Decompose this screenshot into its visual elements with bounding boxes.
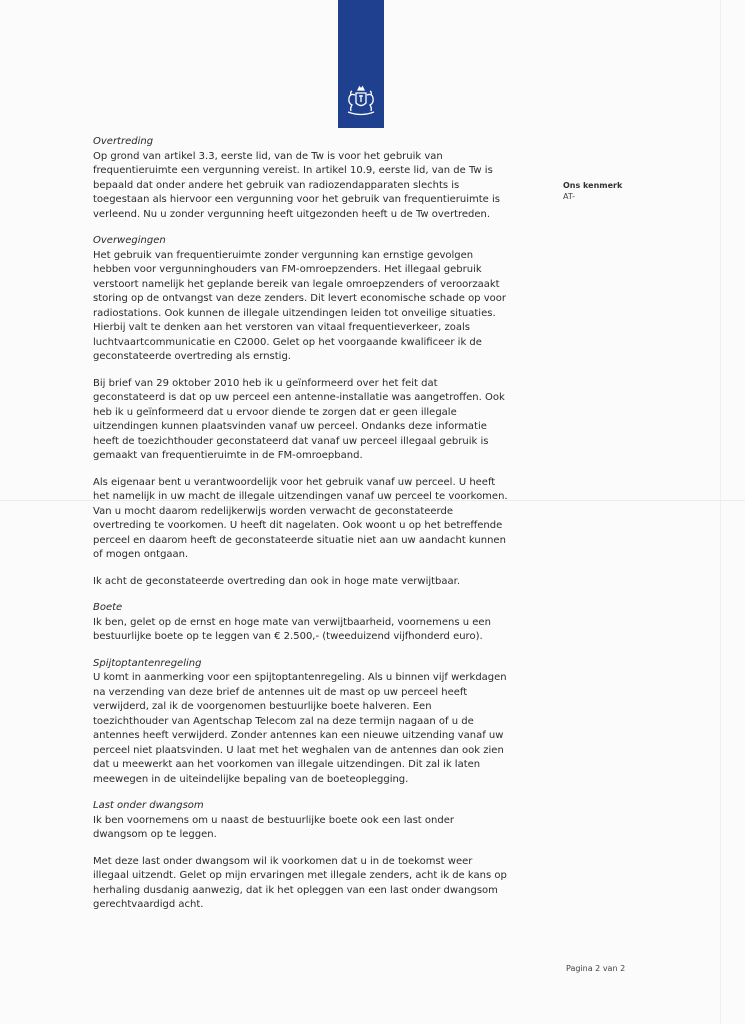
text-line: Met deze last onder dwangsom wil ik voorkomen dat u in de toekomst weer [93,855,473,867]
page-number: Pagina 2 van 2 [566,964,626,973]
text-line: perceel niet plaatsvinden. U laat met het weghalen van de antennes dan ook zien [93,744,504,756]
paragraph-dwangsom [93,855,553,913]
section-overtreding [93,135,553,222]
section-heading: Last onder dwangsom [93,800,204,811]
section-heading: Spijtoptantenregeling [93,657,202,669]
section-heading: Boete [93,602,123,613]
text-line: heeft de toezichthouder geconstateerd dat vanaf uw perceel illegaal gebruik is [93,435,489,447]
text-line: Ik ben, gelet op de ernst en hoge mate van verwijtbaarheid, voornemens u een [93,616,491,628]
text-line: heb ik u geïnformeerd dat u ervoor diende te zorgen dat er geen illegale [93,406,457,418]
text-line: Op grond van artikel 3.3, eerste lid, van de Tw is voor het gebruik van [93,150,443,162]
text-line: Ik ben voornemens om u naast de bestuurlijke boete ook een last onder [93,814,454,826]
text-line: gerechtvaardigd acht. [93,899,204,910]
text-line: storing op de ontvangst van deze zenders. Dit levert economische schade op voor [93,293,506,304]
text-line: bestuurlijke boete op te leggen van € 2.500,- (tweeduizend vijfhonderd euro). [93,631,483,642]
section-last-onder-dwangsom [93,799,553,843]
text-line: bepaald dat onder andere het gebruik van radiozendapparaten slechts is [93,179,460,191]
section-spijtoptantenregeling [93,657,553,788]
text-line: of mogen ontgaan. [93,549,189,560]
paper-edge-line [720,0,721,1024]
paragraph-verwijtbaar [93,575,553,590]
text-line: dwangsom op te leggen. [93,829,217,840]
text-line: gemaakt van frequentieruimte in de FM-omroepband. [93,450,363,461]
section-heading: Overwegingen [93,235,166,246]
text-line: geconstateerde overtreding als ernstig. [93,351,291,362]
text-line: Als eigenaar bent u verantwoordelijk voor het gebruik vanaf uw perceel. U heeft [93,476,496,488]
coat-of-arms-icon [343,84,379,118]
section-overwegingen [93,234,553,365]
text-line: geconstateerd is dat op uw perceel een antenne-installatie was aangetroffen. Ook [93,392,505,403]
text-line: radiostations. Ook kunnen de illegale uitzendingen leiden tot onveilige situaties. [93,307,496,319]
text-line: Van u mocht daarom redelijkerwijs worden verwacht de geconstateerde [93,505,453,517]
text-line: verwijderd, zal ik de voorgenomen bestuurlijke boete halveren. Een [93,701,432,712]
text-line: toegestaan als hiervoor een vergunning voor het gebruik van frequentieruimte is [93,194,500,205]
text-line: Ik acht de geconstateerde overtreding dan ook in hoge mate verwijtbaar. [93,575,461,587]
reference-sidebar [563,180,683,202]
reference-label: Ons kenmerk [563,181,623,190]
text-line: Bij brief van 29 oktober 2010 heb ik u geïnformeerd over het feit dat [93,377,438,389]
text-line: overtreding te voorkomen. U heeft dit nagelaten. Ook woont u op het betreffende [93,520,503,531]
text-line: hebben voor vergunninghouders van FM-omroepzenders. Het illegaal gebruik [93,264,482,275]
text-line: luchtvaartcommunicatie en C2000. Gelet op het voorgaande kwalificeer ik de [93,336,482,348]
government-logo-bar [338,0,384,128]
text-line: antennes heeft verwijderd. Zonder antennes kan een nieuwe uitzending vanaf uw [93,730,504,741]
text-line: dat u meewerkt aan het voorkomen van illegale uitzendingen. Dit zal ik laten [93,759,481,770]
paragraph-eigenaar [93,476,553,563]
text-line: frequentieruimte een vergunning vereist. In artikel 10.9, eerste lid, van de Tw is [93,165,493,176]
text-line: perceel en daarom heeft de geconstateerde situatie niet aan uw aandacht kunnen [93,534,506,546]
text-line: het namelijk in uw macht de illegale uitzendingen vanaf uw perceel te voorkomen. [93,491,508,502]
text-line: U komt in aanmerking voor een spijtoptantenregeling. Als u binnen vijf werkdagen [93,672,507,683]
section-boete [93,601,553,645]
text-line: na verzending van deze brief de antennes uit de mast op uw perceel heeft [93,686,468,698]
text-line: Het gebruik van frequentieruimte zonder vergunning kan ernstige gevolgen [93,249,474,261]
text-line: verleend. Nu u zonder vergunning heeft uitgezonden heeft u de Tw overtreden. [93,208,491,220]
text-line: illegaal uitzendt. Gelet op mijn ervaringen met illegale zenders, acht ik de kans op [93,870,507,881]
text-line: toezichthouder van Agentschap Telecom zal na deze termijn nagaan of u de [93,715,474,727]
text-line: verstoort namelijk het geplande bereik van legale omroepzenders of veroorzaakt [93,278,500,290]
text-line: meewegen in de uiteindelijke bepaling van de boeteoplegging. [93,773,409,785]
section-heading: Overtreding [93,136,154,147]
text-line: uitzendingen kunnen plaatsvinden vanaf uw perceel. Ondanks deze informatie [93,421,487,432]
text-line: Hierbij valt te denken aan het verstoren van vitaal frequentieverkeer, zoals [93,322,470,333]
letter-body [93,135,553,913]
paragraph-brief [93,377,553,464]
text-line: herhaling dusdanig aanwezig, dat ik het opleggen van een last onder dwangsom [93,884,498,896]
reference-value: AT- [563,192,575,201]
